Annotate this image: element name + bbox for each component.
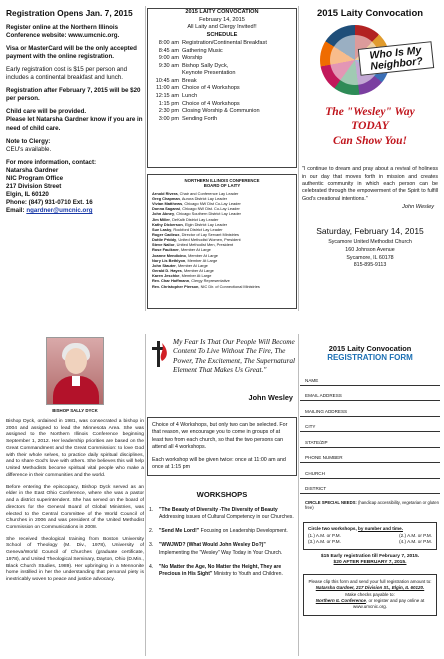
- venue-city: Sycamore, IL 60178: [346, 254, 394, 261]
- workshop-option[interactable]: (2.) A.M. or P.M.: [399, 532, 432, 538]
- board-member-name: Joanne Mendicino: [152, 252, 186, 258]
- board-member-role: , DeKalb District Lay Leader: [169, 216, 219, 222]
- workshop-item: [147, 542, 297, 556]
- board-member-name: Karen Jeschke: [152, 273, 180, 279]
- form-field-label: DISTRICT: [305, 486, 327, 491]
- board-title-line-2: BOARD OF LAITY: [203, 183, 241, 189]
- schedule-item: [150, 93, 296, 101]
- venue-address: [300, 239, 440, 270]
- workshop-choice-instruction: by number and time.: [358, 525, 403, 531]
- form-title: 2015 Laity Convocation: [328, 344, 412, 353]
- board-member-role: , Director of Lay Servant Ministries: [179, 231, 239, 237]
- schedule-time: 9:00 am: [158, 55, 179, 62]
- contact-phone: Phone: (847) 931-0710 Ext. 16: [6, 199, 93, 207]
- board-member-list: [152, 191, 292, 289]
- board-member-role: , Member At Large: [185, 257, 218, 263]
- contact-email-label: Email:: [6, 207, 25, 215]
- workshop-body: [159, 564, 297, 578]
- schedule-time: [150, 70, 182, 78]
- board-member-name: John Stauter: [152, 262, 176, 268]
- form-field-label: CITY: [305, 424, 316, 429]
- childcare-text: Child care will be provided.: [6, 108, 87, 116]
- cover-quote-attribution: John Wesley: [402, 204, 434, 211]
- workshop-item: [147, 564, 297, 578]
- schedule-time: 2:30 pm: [158, 108, 179, 115]
- photo-caption: BISHOP SALLY DYCK: [52, 408, 98, 413]
- payment-text: Visa or MasterCard will be the only accepted payment with the online registration.: [6, 45, 137, 61]
- special-needs-field[interactable]: [300, 500, 440, 511]
- schedule-heading: SCHEDULE: [206, 31, 238, 38]
- form-field-label: CHURCH: [305, 470, 325, 476]
- payee-name: Northern IL Conference: [315, 597, 366, 603]
- board-member-name: Arnold Rivera: [152, 190, 178, 196]
- board-member-role: , United Methodist Men, President: [174, 242, 234, 248]
- bio-paragraph: Before entering the episcopacy, Bishop Dyck served as an elder in the East Ohio Conference, where she was a pastor and a district superintendent. She has served on the board of directors for the General Board of Global Ministries, was elected to the Central Committee of the World Council of Churches in 2006 and was president of the United Methodist Commission on Communications in 2008.: [6, 484, 144, 530]
- workshop-number: 4.: [149, 563, 154, 570]
- contact-street: 217 Division Street: [6, 182, 62, 190]
- workshop-title: "The Beauty of Diversity -The Diversity of Beauty: [159, 507, 278, 514]
- form-field-district[interactable]: [300, 479, 440, 495]
- clergy-note-label: Note to Clergy:: [6, 137, 51, 145]
- divider: [298, 6, 299, 311]
- board-member-name: Jim Miller: [152, 216, 170, 222]
- form-field-label: MAILING ADDRESS: [305, 408, 348, 414]
- board-member-name: Rev. Christopher Pierson: [152, 283, 199, 289]
- board-member-name: Dottie Priddy: [152, 237, 177, 243]
- board-member-role: , Chicago NW Dist Co-Lay Leader: [182, 201, 241, 207]
- board-member: [152, 284, 292, 289]
- schedule-item: [150, 40, 296, 48]
- cover-slogan: [300, 105, 440, 148]
- schedule-item: [150, 78, 296, 86]
- contact-org: NIC Program Office: [6, 174, 64, 182]
- workshop-item: [147, 528, 297, 535]
- board-member-name: Rev. Char Hoffmann: [152, 278, 190, 284]
- wesley-quote: My Fear Is That Our People Will Become Content To Live Without The Fire, The Power, The Excitement, The Supernatural Element That Makes Us Great.": [173, 337, 296, 374]
- mail-instruction: Please clip this form and send your full registration amount to:: [308, 579, 432, 585]
- schedule-time: 8:00 am: [158, 40, 179, 47]
- form-fields: [300, 370, 440, 494]
- board-member-role: , United Methodist Women, President: [176, 237, 241, 243]
- venue-name: Sycamore United Methodist Church: [328, 239, 412, 246]
- board-title-line-1: NORTHERN ILLINOIS CONFERENCE: [184, 178, 260, 183]
- schedule-title: 2015 LAITY CONVOCATION: [185, 9, 259, 15]
- board-member-role: , Member At Large: [181, 268, 214, 274]
- bio-paragraph: She received theological training from Boston University School of Theology (M. Div., 1978), University of Geneva/World Council of Churches (graduate certificate, 1978), and United Theological Seminary, Dayton, Ohio (D.Min., Black Church Studies, 1989). Her upbringing in a Mennonite home instilled in her the understanding that personal piety is inextricably woven to peace and justice advocacy.: [6, 536, 144, 583]
- schedule-invite: All Laity and Clergy Invited!!: [187, 24, 257, 31]
- form-field-name[interactable]: [300, 370, 440, 386]
- form-field-phone-number[interactable]: [300, 448, 440, 464]
- cover-quote: "I continue to dream and pray about a revival of holiness in our day that moves forth in mission and creates authentic community in which each person can be celebrated through the empowerment of the Spirit to fulfill God's creational intentions.": [302, 166, 438, 202]
- schedule-time: 10:45 am: [155, 77, 179, 84]
- early-fee-text: $15 Early registration till February 7, 2015.: [320, 553, 420, 559]
- payable-label: Make checks payable to:: [345, 591, 395, 597]
- registration-form-panel: [300, 337, 440, 655]
- board-member-name: Gerald D. Hayes: [152, 268, 182, 274]
- form-field-email-address[interactable]: [300, 386, 440, 402]
- workshop-option[interactable]: (4.) A.M. or P.M.: [399, 539, 432, 545]
- slogan-line-1: The "Wesley" Way: [325, 106, 415, 118]
- workshop-choice-box: [303, 522, 437, 550]
- workshop-number: 1.: [149, 507, 154, 514]
- schedule-event: Sending Forth: [182, 115, 218, 122]
- board-member-name: Greg Chapman: [152, 195, 180, 201]
- board-member-name: Donna Sagansi: [152, 206, 181, 212]
- board-member-role: , Chicago Southern District Lay Leader: [174, 211, 241, 217]
- schedule-item: [150, 85, 296, 93]
- contact-block: [6, 159, 144, 215]
- board-title: [152, 178, 292, 189]
- schedule-box: [147, 8, 297, 168]
- schedule-item: [150, 108, 296, 116]
- neighbor-logo: [308, 25, 433, 95]
- schedule-item: [150, 48, 296, 56]
- workshop-description: Ministry to Youth and Children.: [213, 570, 283, 577]
- workshop-choice-title: Circle two workshops,: [308, 525, 357, 531]
- form-field-label: EMAIL ADDRESS: [305, 393, 342, 398]
- early-cost-text: Early registration cost is $15 per person and includes a continental breakfast and lunch.: [6, 66, 128, 82]
- workshop-option[interactable]: (3.) A.M. or P.M.: [308, 539, 341, 545]
- schedule-date: February 14, 2015: [199, 16, 245, 23]
- schedule-item: [150, 101, 296, 109]
- board-member-role: , Clergy Representative: [189, 278, 230, 284]
- schedule-event: Worship: [182, 55, 203, 62]
- bio-paragraph: Bishop Dyck, ordained in 1981, was consecrated a bishop in 2004 and assigned to lead the Minnesota Area. She was assigned to the Northern Illinois Conference beginning September 1, 2012. Her leadership priorities are based on the Great Commandment and the Great Commission: to love God with their whole selves, to practice daily spiritual disciplines, and to share God's love with others. She believes this will help United Methodists become spiritual vital people who make a difference in their communities and the world.: [6, 418, 144, 478]
- board-member-role: , Chair and Conference Lay Leader: [177, 190, 239, 196]
- venue-phone: 815-895-9113: [353, 262, 387, 269]
- workshop-body: [159, 542, 297, 556]
- special-needs-hint: (handicap accessibility, vegetarian or gluten free): [305, 500, 439, 511]
- workshop-option-row: [308, 539, 432, 546]
- mail-address: Natarsha Gardner, 217 Division St., Elgin, IL 60120.: [315, 585, 425, 591]
- schedule-event: Choice of 4 Workshops: [182, 100, 240, 107]
- schedule-time: 8:45 am: [158, 47, 179, 54]
- schedule-event: Registration/Continental Breakfast: [182, 40, 267, 47]
- schedule-item: [150, 63, 296, 71]
- board-member-role: , Chicago NW Dist. Co-Lay Leader: [180, 206, 240, 212]
- board-member-name: Nory Lis Bethlyon: [152, 257, 186, 263]
- bishop-bio-panel: [6, 337, 144, 655]
- schedule-event: Choice of 4 Workshops: [182, 85, 240, 92]
- workshops-panel: [147, 337, 297, 655]
- board-member-role: , Aurora District Lay Leader: [179, 195, 228, 201]
- schedule-event: Lunch: [182, 93, 198, 100]
- slogan-line-2: TODAY: [351, 120, 389, 133]
- workshop-times-text: Each workshop will be given twice: once at 11:00 am and once at 1:15 pm: [152, 456, 286, 471]
- schedule-time: 11:00 am: [156, 85, 179, 92]
- schedule-event: Closing Worship & Communion: [182, 108, 260, 115]
- schedule-event: Keynote Presentation: [182, 70, 236, 77]
- schedule-time: 12:15 am: [155, 93, 179, 100]
- contact-city: Elgin, IL 60120: [6, 190, 49, 198]
- workshop-number: 3.: [149, 542, 154, 549]
- form-field-label: NAME: [305, 377, 319, 383]
- cover-title: 2015 Laity Convocation: [316, 8, 424, 19]
- slogan-line-3: Can Show You!: [333, 134, 407, 147]
- logo-text: Who Is My Neighbor?: [357, 41, 433, 76]
- board-member-role: , Member At Large: [178, 247, 211, 253]
- workshop-title: "WWJWD? (What Would John Wesley Do?)": [159, 542, 266, 549]
- workshop-list: [147, 507, 297, 577]
- schedule-event: Gathering Music: [182, 47, 223, 54]
- registration-info-panel: [6, 8, 144, 308]
- board-member-role: , Member At Large: [185, 252, 218, 258]
- form-field-label: STATE/ZIP: [305, 439, 328, 445]
- schedule-item: [150, 70, 296, 78]
- clergy-note-text: CEU's available.: [6, 145, 52, 153]
- contact-name: Natarsha Gardner: [6, 166, 59, 174]
- childcare-note: Please let Natarsha Gardner know if you are in need of child care.: [6, 116, 143, 132]
- form-field-city[interactable]: [300, 417, 440, 433]
- workshop-body: [159, 528, 288, 535]
- schedule-event: Bishop Sally Dyck,: [182, 62, 229, 69]
- special-needs-label: CIRCLE SPECIAL NEEDS:: [305, 500, 357, 505]
- divider: [145, 6, 146, 311]
- board-member-role: , Member At Large: [175, 262, 208, 268]
- workshop-description: Addressing issues of Cultural Competency in our Churches.: [159, 514, 294, 521]
- form-field-mailing-address[interactable]: [300, 401, 440, 417]
- online-option: , or register and pay online at www.umcnic.org.: [352, 597, 425, 610]
- form-subtitle: REGISTRATION FORM: [327, 353, 413, 362]
- workshop-item: [147, 507, 297, 521]
- registration-heading: Registration Opens Jan. 7, 2015: [6, 8, 133, 18]
- workshop-info-text: Choice of 4 Workshops, but only two can be selected. For that reason, we encourage you to come in groups of at least two from each church, so that the two persons can attend all 4 workshops.: [152, 422, 288, 451]
- late-fee-text: $20 AFTER FEBRUARY 7, 2015.: [333, 560, 407, 566]
- cross-and-flame-icon: [149, 339, 169, 369]
- board-member-role: , Member At Large: [179, 273, 212, 279]
- venue-street: 160 Johnson Avenue: [345, 246, 395, 253]
- cover-panel: [300, 8, 440, 308]
- workshop-options: [308, 533, 432, 546]
- board-member-name: John Abney: [152, 211, 175, 217]
- schedule-time: 3:00 pm: [158, 115, 179, 122]
- contact-heading: For more information, contact:: [6, 158, 97, 166]
- board-member-role: , Elgin District Lay Leader: [182, 221, 228, 227]
- workshop-description: Implementing the "Wesley" Way Today in Your Church.: [159, 549, 283, 556]
- schedule-event: Break: [182, 77, 197, 84]
- late-cost-text: Registration after February 7, 2015 will be $20 per person.: [6, 87, 141, 103]
- mail-instructions-box: [303, 574, 437, 615]
- workshop-info-box: [147, 417, 297, 476]
- schedule-item: [150, 116, 296, 124]
- wesley-quote-attribution: John Wesley: [248, 393, 293, 402]
- form-field-label: PHONE NUMBER: [305, 455, 343, 460]
- register-online-text: Register online at the Northern Illinois Conference website: www.umcnic.org.: [6, 23, 120, 39]
- board-member-name: Kathy Dickerson: [152, 221, 183, 227]
- workshop-option[interactable]: (1.) A.M. or P.M.: [308, 532, 341, 538]
- form-field-church[interactable]: [300, 463, 440, 479]
- board-member-name: Rose Faulkner: [152, 247, 179, 253]
- schedule-list: [148, 40, 296, 123]
- event-date: Saturday, February 14, 2015: [316, 226, 424, 237]
- form-field-state-zip[interactable]: [300, 432, 440, 448]
- workshop-body: [159, 507, 297, 521]
- board-member-name: Steve Nailor: [152, 242, 175, 248]
- board-member-name: Sue Lasky: [152, 226, 172, 232]
- fee-note: [300, 554, 440, 567]
- board-member-role: , NIC Dir. of Connectional Ministries: [198, 283, 260, 289]
- workshop-option-row: [308, 533, 432, 540]
- workshop-title: "Send Me Lord!": [159, 528, 200, 535]
- workshop-number: 2.: [149, 528, 154, 535]
- schedule-time: 1:15 pm: [158, 100, 179, 107]
- workshop-title: "No Matter the Age, No Matter the Height, They are Precious in His Sight": [159, 563, 282, 577]
- schedule-item: [150, 55, 296, 63]
- workshop-description: Focusing on Leadership Development.: [200, 528, 288, 535]
- bishop-photo: [46, 337, 104, 405]
- divider: [145, 334, 146, 656]
- schedule-time: 9:30 am: [158, 62, 179, 69]
- board-member-name: Vivian Matthews: [152, 201, 183, 207]
- board-of-laity-box: [147, 174, 297, 309]
- board-member-name: Roger Cadieux: [152, 231, 180, 237]
- contact-email-link[interactable]: ngardner@umcnic.org: [26, 207, 93, 215]
- board-member-role: , Rockford District Lay Leader: [171, 226, 223, 232]
- divider: [298, 334, 299, 656]
- workshops-heading: WORKSHOPS: [196, 490, 248, 500]
